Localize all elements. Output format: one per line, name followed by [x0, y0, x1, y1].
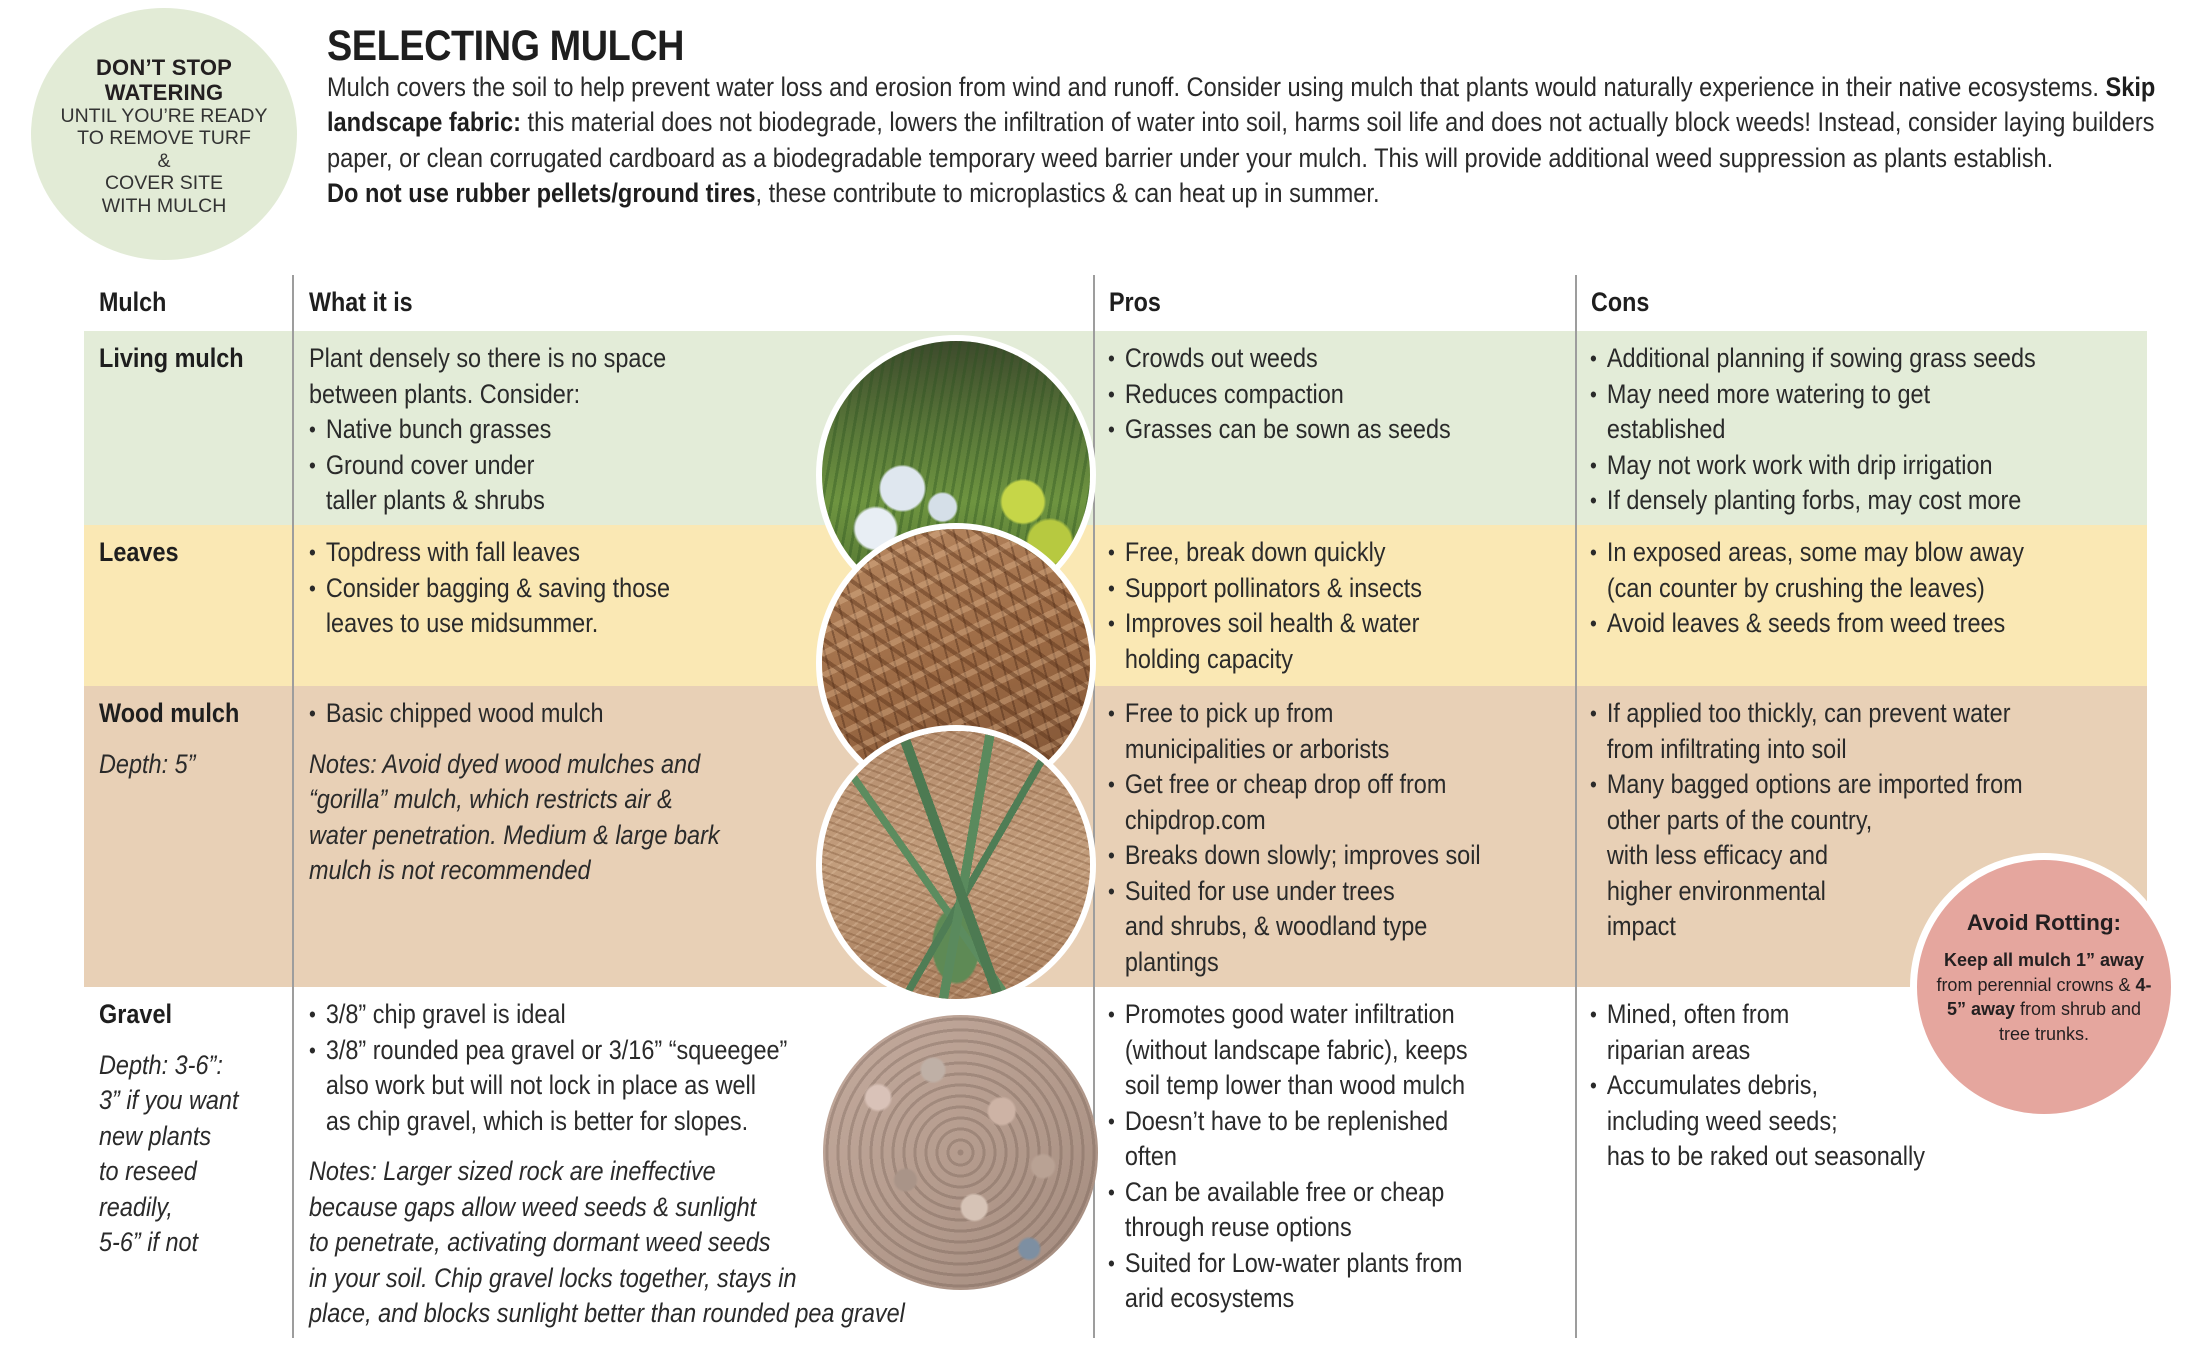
list-item-line: chipdrop.com	[1124, 804, 1266, 835]
cons-content	[1590, 341, 2083, 519]
intro-text-2: this material does not biodegrade, lowers the infiltration of water into soil, harms soil life and does not actually block weeds! Instead, consider laying builders paper, or clean corrugated cardboard as a biodegradable temporary weed barrier under your mulch. This will provide additional weed suppression as plants establish.	[327, 107, 2155, 173]
depth-line: Depth: 5”	[99, 748, 196, 779]
list-item-line: • 3/8” rounded pea gravel or 3/16” “squeegee”	[325, 1034, 788, 1065]
list-item-line: plantings	[1124, 946, 1219, 977]
depth-line: to reseed	[99, 1156, 197, 1186]
list-item-line: • Suited for Low-water plants from	[1124, 1247, 1463, 1278]
list-item-line: taller plants & shrubs	[325, 485, 545, 515]
list-item-line: with less efficacy and	[1606, 840, 1828, 870]
list-item-line: has to be raked out seasonally	[1606, 1141, 1925, 1171]
callout-text-line4: TO REMOVE TURF	[77, 127, 251, 150]
pro-item	[1108, 377, 1521, 413]
avoid-rotting-bold-1: Keep all mulch 1” away	[1943, 950, 2145, 970]
callout-heading-line2: WATERING	[104, 79, 224, 105]
list-item-line: • Improves soil health & water	[1124, 608, 1420, 638]
wood-mulch-photo	[816, 725, 1096, 1005]
mulch-cell-content	[99, 696, 270, 782]
cons-cell	[1575, 525, 2147, 686]
column-divider	[292, 275, 294, 1338]
depth-line: readily,	[99, 1191, 173, 1222]
callout-heading-line1: DON’T STOP	[95, 54, 233, 80]
list-item-line: • Free to pick up from	[1124, 698, 1334, 728]
mulch-name: Living mulch	[99, 343, 244, 373]
avoid-rotting-text-1: from perennial crowns &	[1936, 974, 2136, 995]
pros-content	[1108, 696, 1521, 980]
list-item-line: • May need more watering to get	[1606, 378, 1931, 409]
con-item	[1590, 606, 2083, 642]
list-item-line: • Doesn’t have to be replenished	[1124, 1105, 1449, 1136]
list-item-line: • Topdress with fall leaves	[325, 537, 581, 567]
pros-cell	[1093, 525, 1575, 686]
table-header-row	[84, 275, 2147, 331]
pros-cell	[1093, 686, 1575, 987]
list-item-line: • Avoid leaves & seeds from weed trees	[1606, 608, 2006, 638]
list-item-line: established	[1606, 414, 1726, 444]
list-item-line: riparian areas	[1606, 1034, 1751, 1065]
list-item-line: • Crowds out weeds	[1124, 343, 1318, 373]
dont-stop-watering-callout	[31, 8, 297, 260]
callout-text-line6: COVER SITE	[104, 172, 224, 195]
list-item-line: from infiltrating into soil	[1606, 733, 1847, 764]
mulch-name: Gravel	[99, 999, 173, 1029]
list-item-line: • Basic chipped wood mulch	[325, 698, 604, 728]
mulch-cell	[84, 331, 292, 525]
list-item-line: • Promotes good water infiltration	[1124, 999, 1455, 1029]
list-item-line: • Many bagged options are imported from	[1606, 769, 2023, 799]
list-item-line: • Get free or cheap drop off from	[1124, 769, 1447, 799]
list-item-line: • In exposed areas, some may blow away	[1606, 537, 2024, 567]
avoid-rotting-bold-2: 4-5” away	[1946, 974, 2152, 1019]
note-line: place, and blocks sunlight better than rounded pea gravel	[309, 1298, 905, 1328]
list-item-line: and shrubs, & woodland type	[1124, 911, 1428, 941]
column-divider	[1575, 275, 1577, 1338]
gravel-mulch-photo	[823, 1015, 1098, 1290]
depth-line: new plants	[99, 1120, 212, 1151]
depth-note	[99, 1048, 270, 1261]
mulch-cell	[84, 525, 292, 686]
pro-item	[1108, 412, 1521, 448]
table-row-living	[84, 331, 2147, 525]
con-item	[1590, 483, 2083, 519]
note-line: Notes: Larger sized rock are ineffective	[309, 1156, 716, 1186]
pros-list	[1108, 535, 1521, 677]
list-item-line: • If applied too thickly, can prevent water	[1606, 698, 2011, 728]
mulch-cell	[84, 987, 292, 1338]
list-item-line: • If densely planting forbs, may cost more	[1606, 485, 2022, 515]
list-item-line: higher environmental	[1606, 875, 1826, 906]
list-item-line: • Native bunch grasses	[325, 414, 552, 444]
avoid-rotting-text-2: from shrub and tree trunks.	[1998, 999, 2142, 1044]
con-item	[1590, 341, 2083, 377]
column-header-cons: Cons	[1591, 287, 1650, 317]
con-item	[1590, 377, 2083, 448]
wood-chips-plant-image	[822, 731, 1090, 999]
list-item-line: through reuse options	[1124, 1212, 1352, 1242]
pro-item	[1108, 606, 1521, 677]
pro-item	[1108, 341, 1521, 377]
list-item-line: • Breaks down slowly; improves soil	[1124, 840, 1481, 870]
cons-list	[1590, 535, 2083, 642]
list-item-line: • Mined, often from	[1606, 999, 1790, 1029]
intro-text-3: , these contribute to microplastics & can heat up in summer.	[755, 178, 1380, 209]
note-line: mulch is not recommended	[309, 855, 591, 885]
depth-note	[99, 747, 270, 783]
pro-item	[1108, 1104, 1521, 1175]
avoid-rotting-title: Avoid Rotting:	[1966, 910, 2122, 935]
pro-item	[1108, 874, 1521, 981]
pro-item	[1108, 1246, 1521, 1317]
list-item-line: municipalities or arborists	[1124, 733, 1390, 764]
pros-list	[1108, 696, 1521, 980]
con-item	[1590, 535, 2083, 606]
mulch-cell-content	[99, 997, 270, 1261]
pro-item	[1108, 696, 1521, 767]
note-line: because gaps allow weed seeds & sunlight	[309, 1191, 757, 1222]
list-item-line: (can counter by crushing the leaves)	[1606, 572, 1985, 603]
intro-text-1: Mulch covers the soil to help prevent water loss and erosion from wind and runoff. Consider using mulch that plants would naturally experience in their native ecosystems.	[327, 72, 2106, 102]
list-item-line: as chip gravel, which is better for slopes.	[325, 1105, 749, 1136]
what-intro-line: Plant densely so there is no space	[309, 343, 667, 373]
list-item-line: • Suited for use under trees	[1124, 875, 1395, 906]
column-header-mulch: Mulch	[99, 287, 167, 317]
table-row-leaves	[84, 525, 2147, 686]
list-item-line: including weed seeds;	[1606, 1105, 1838, 1136]
pro-item	[1108, 767, 1521, 838]
list-item-line: leaves to use midsummer.	[325, 608, 599, 638]
note-line: in your soil. Chip gravel locks together, stays in	[309, 1262, 797, 1293]
list-item-line: • Can be available free or cheap	[1124, 1176, 1445, 1207]
list-item-line: • Reduces compaction	[1124, 378, 1344, 409]
pros-cell	[1093, 331, 1575, 525]
callout-text-line3: UNTIL YOU’RE READY	[60, 104, 268, 127]
column-header-what-it-is: What it is	[309, 287, 413, 317]
pro-item	[1108, 838, 1521, 874]
pros-list	[1108, 341, 1521, 448]
cons-list	[1590, 341, 2083, 519]
list-item-line: • 3/8” chip gravel is ideal	[325, 999, 566, 1029]
depth-line: Depth: 3-6”:	[99, 1049, 223, 1080]
intro-bold-rubber-pellets: Do not use rubber pellets/ground tires	[327, 178, 756, 209]
avoid-rotting-callout	[1910, 853, 2178, 1121]
depth-line: 5-6” if not	[99, 1227, 199, 1257]
cons-content	[1590, 535, 2083, 642]
mulch-cell	[84, 686, 292, 987]
note-line: water penetration. Medium & large bark	[309, 819, 720, 850]
cons-cell	[1575, 331, 2147, 525]
list-item-line: soil temp lower than wood mulch	[1124, 1070, 1466, 1100]
list-item-line: holding capacity	[1124, 643, 1294, 674]
note-line: Notes: Avoid dyed wood mulches and	[309, 748, 701, 779]
list-item-line: also work but will not lock in place as well	[325, 1070, 756, 1100]
mulch-name: Leaves	[99, 537, 179, 567]
callout-text-line7: WITH MULCH	[101, 194, 227, 217]
pros-content	[1108, 535, 1521, 677]
note-line: to penetrate, activating dormant weed seeds	[309, 1227, 771, 1257]
table-row-wood	[84, 686, 2147, 987]
list-item-line: • Grasses can be sown as seeds	[1124, 414, 1451, 444]
depth-line: 3” if you want	[99, 1085, 239, 1115]
gravel-image	[823, 1015, 1098, 1290]
list-item-line: other parts of the country,	[1606, 804, 1873, 835]
column-header-pros: Pros	[1109, 287, 1161, 317]
pros-list	[1108, 997, 1521, 1317]
callout-text-line5: &	[157, 149, 171, 172]
pro-item	[1108, 571, 1521, 607]
list-item-line: • Ground cover under	[325, 449, 535, 480]
what-intro-line: between plants. Consider:	[309, 378, 581, 409]
pros-content	[1108, 997, 1521, 1317]
intro-paragraph	[327, 70, 2160, 212]
list-item-line: often	[1124, 1141, 1177, 1171]
avoid-rotting-text	[1931, 948, 2157, 1046]
list-item-line: impact	[1606, 911, 1676, 941]
note-line: “gorilla” mulch, which restricts air &	[309, 784, 673, 814]
list-item-line: • May not work work with drip irrigation	[1606, 449, 1993, 480]
list-item-line: • Consider bagging & saving those	[325, 572, 671, 603]
list-item-line: (without landscape fabric), keeps	[1124, 1034, 1468, 1065]
list-item-line: • Free, break down quickly	[1124, 537, 1386, 567]
con-item	[1590, 448, 2083, 484]
list-item-line: arid ecosystems	[1124, 1283, 1295, 1313]
con-item	[1590, 696, 2083, 767]
mulch-table	[84, 275, 2147, 1338]
list-item-line: • Support pollinators & insects	[1124, 572, 1423, 603]
mulch-cell-content	[99, 341, 270, 377]
pros-content	[1108, 341, 1521, 448]
pro-item	[1108, 997, 1521, 1104]
pros-cell	[1093, 987, 1575, 1338]
mulch-cell-content	[99, 535, 270, 571]
list-item-line: • Additional planning if sowing grass seeds	[1606, 343, 2036, 373]
pro-item	[1108, 535, 1521, 571]
pro-item	[1108, 1175, 1521, 1246]
list-item-line: • Accumulates debris,	[1606, 1070, 1818, 1100]
table-row-gravel	[84, 987, 2147, 1338]
page-title: SELECTING MULCH	[327, 22, 685, 70]
intro-bold-landscape-fabric: Skip landscape fabric:	[327, 72, 2156, 138]
mulch-name: Wood mulch	[99, 698, 240, 728]
